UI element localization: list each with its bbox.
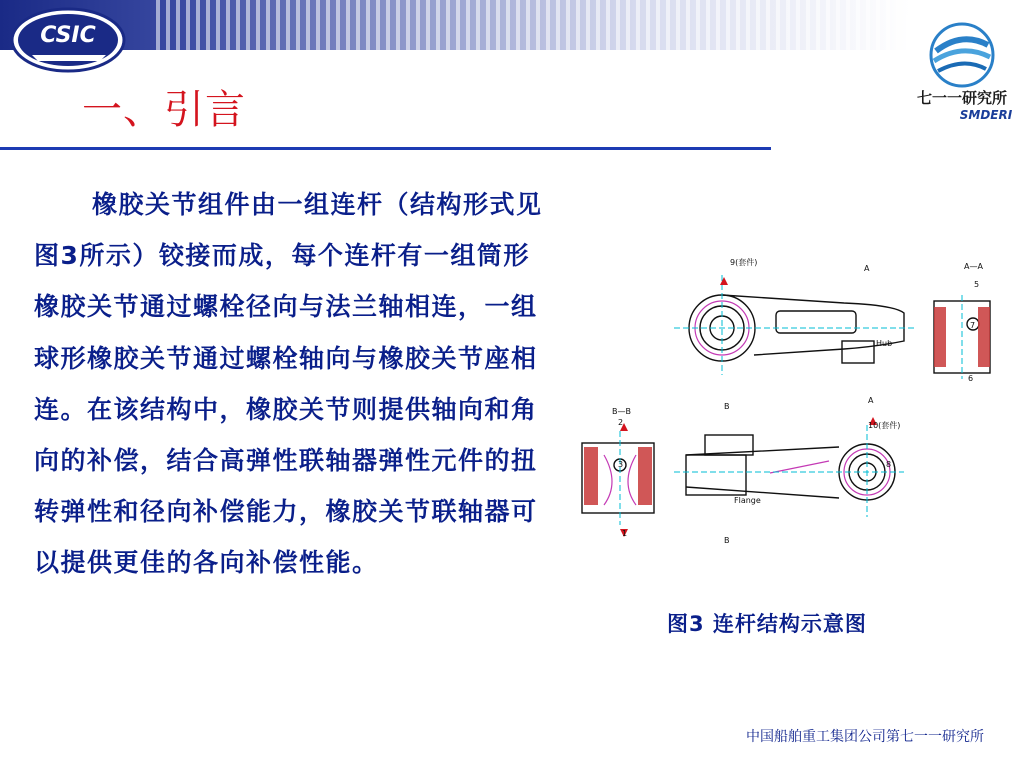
body-paragraph: [34, 179, 546, 589]
label-section-b-bottom: B: [724, 536, 730, 545]
label-num-5: 5: [974, 280, 980, 289]
label-section-a-bottom: A: [868, 396, 874, 405]
label-section-aa: A—A: [964, 262, 983, 271]
connecting-rod-drawing: [574, 255, 1004, 555]
label-num-6: 6: [968, 374, 974, 383]
csic-logo-text: CSIC: [40, 23, 96, 48]
body-paragraph-text: 橡胶关节组件由一组连杆（结构形式见图3所示）铰接而成，每个连杆有一组筒形橡胶关节通过螺栓径向与法兰轴相连，一组球形橡胶关节通过螺栓轴向与橡胶关节座相连。在该结构中，橡胶关节则提供轴向和角向的补偿，结合高弹性联轴器弹性元件的扭转弹性和径向补偿能力，橡胶关节联轴器可以提供更佳的各向补偿性能。: [34, 190, 543, 578]
label-num-3: 3: [618, 460, 624, 469]
label-num-8: 8: [886, 460, 892, 469]
label-bottom-callout: 10(套件): [868, 421, 901, 430]
label-num-2: 2: [618, 418, 624, 427]
figure-caption: 图3 连杆结构示意图: [667, 612, 867, 636]
label-num-7: 7: [970, 321, 976, 330]
footer-organization: 中国船舶重工集团公司第七一一研究所: [746, 729, 984, 745]
label-hub: Hub: [876, 339, 893, 348]
institute-logo-cn: 七一一研究所: [916, 89, 1008, 107]
label-section-bb: B—B: [612, 407, 631, 416]
label-section-a-top: A: [864, 264, 870, 273]
label-top-callout: 9(套件): [730, 258, 758, 267]
csic-logo: [10, 7, 126, 73]
label-section-b-top: B: [724, 402, 730, 411]
title-underline: [0, 147, 771, 150]
label-flange: Flange: [734, 496, 761, 505]
label-num-1: 1: [622, 529, 628, 538]
slide-title: 一、引言: [82, 87, 246, 133]
header-stripes: [150, 0, 910, 50]
institute-711-logo: [906, 15, 1018, 125]
institute-logo-en: SMDERI: [959, 108, 1013, 122]
